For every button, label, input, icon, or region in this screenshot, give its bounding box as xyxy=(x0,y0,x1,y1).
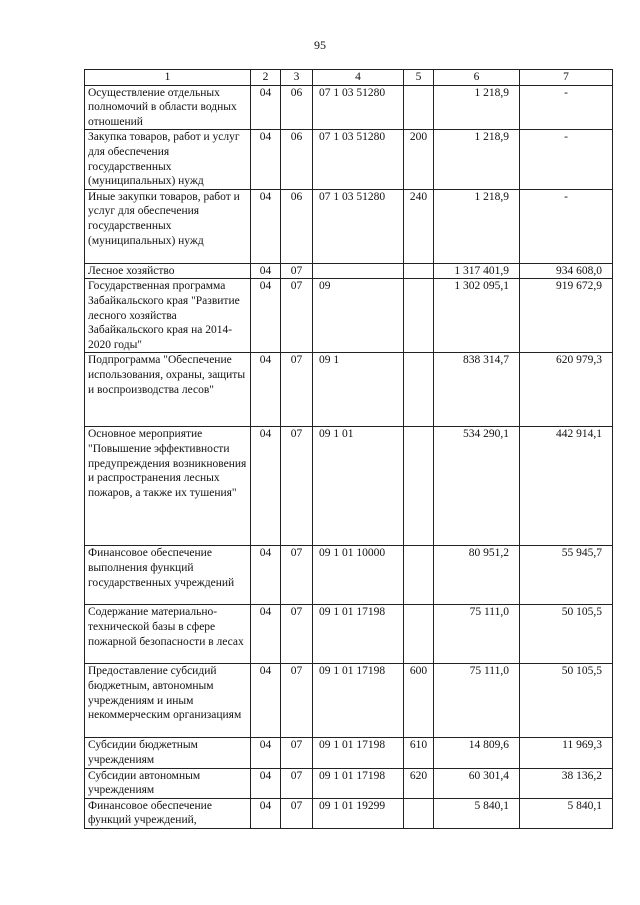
row-target-code: 09 1 01 17198 xyxy=(313,738,404,768)
table-row xyxy=(85,427,613,546)
row-amount-1: 60 301,4 xyxy=(434,768,520,798)
table-row xyxy=(85,130,613,189)
row-amount-1: 75 111,0 xyxy=(434,664,520,738)
header-col-7: 7 xyxy=(520,70,613,86)
row-section: 04 xyxy=(251,353,281,427)
table-row xyxy=(85,546,613,605)
row-subsection: 07 xyxy=(281,798,313,828)
row-name: Подпрограмма "Обеспечение использования, охраны, защиты и воспроизводства лесов" xyxy=(85,353,251,427)
row-target-code: 07 1 03 51280 xyxy=(313,85,404,130)
row-name: Основное мероприятие "Повышение эффективности предупреждения возникновения и распространения лесных пожаров, а также их тушения" xyxy=(85,427,251,546)
row-section: 04 xyxy=(251,130,281,189)
row-expense-type: 610 xyxy=(404,738,434,768)
table-row xyxy=(85,189,613,263)
row-target-code: 09 1 01 17198 xyxy=(313,605,404,664)
table-row xyxy=(85,263,613,279)
header-col-6: 6 xyxy=(434,70,520,86)
row-amount-2: 919 672,9 xyxy=(520,279,613,353)
header-col-2: 2 xyxy=(251,70,281,86)
row-amount-2: 620 979,3 xyxy=(520,353,613,427)
row-subsection: 06 xyxy=(281,189,313,263)
row-name: Лесное хозяйство xyxy=(85,263,251,279)
row-subsection: 07 xyxy=(281,768,313,798)
row-target-code: 07 1 03 51280 xyxy=(313,130,404,189)
header-col-5: 5 xyxy=(404,70,434,86)
header-col-3: 3 xyxy=(281,70,313,86)
page-number: 95 xyxy=(314,38,326,52)
row-amount-1: 534 290,1 xyxy=(434,427,520,546)
row-target-code: 09 1 xyxy=(313,353,404,427)
row-amount-1: 1 218,9 xyxy=(434,189,520,263)
row-expense-type xyxy=(404,263,434,279)
row-name: Содержание материально-технической базы в сфере пожарной безопасности в лесах xyxy=(85,605,251,664)
row-amount-2: 50 105,5 xyxy=(520,664,613,738)
row-subsection: 07 xyxy=(281,664,313,738)
row-amount-1: 838 314,7 xyxy=(434,353,520,427)
row-section: 04 xyxy=(251,798,281,828)
row-target-code: 09 1 01 xyxy=(313,427,404,546)
row-section: 04 xyxy=(251,768,281,798)
row-target-code: 09 xyxy=(313,279,404,353)
row-section: 04 xyxy=(251,738,281,768)
row-section: 04 xyxy=(251,605,281,664)
row-expense-type xyxy=(404,279,434,353)
table-row xyxy=(85,738,613,768)
row-section: 04 xyxy=(251,263,281,279)
row-name: Закупка товаров, работ и услуг для обеспечения государственных (муниципальных) нужд xyxy=(85,130,251,189)
row-section: 04 xyxy=(251,279,281,353)
header-col-4: 4 xyxy=(313,70,404,86)
row-name: Государственная программа Забайкальского края "Развитие лесного хозяйства Забайкальского края на 2014-2020 годы" xyxy=(85,279,251,353)
row-name: Предоставление субсидий бюджетным, автономным учреждениям и иным некоммерческим организациям xyxy=(85,664,251,738)
row-section: 04 xyxy=(251,85,281,130)
table-row xyxy=(85,605,613,664)
row-expense-type xyxy=(404,798,434,828)
table-body xyxy=(85,85,613,828)
row-amount-1: 80 951,2 xyxy=(434,546,520,605)
row-amount-2: 38 136,2 xyxy=(520,768,613,798)
row-amount-2: 442 914,1 xyxy=(520,427,613,546)
row-amount-2: 50 105,5 xyxy=(520,605,613,664)
table-row xyxy=(85,798,613,828)
header-col-1: 1 xyxy=(85,70,251,86)
row-amount-2: 934 608,0 xyxy=(520,263,613,279)
row-target-code: 07 1 03 51280 xyxy=(313,189,404,263)
row-expense-type xyxy=(404,605,434,664)
row-amount-1: 14 809,6 xyxy=(434,738,520,768)
row-amount-2: - xyxy=(520,189,613,263)
table-row xyxy=(85,353,613,427)
row-subsection: 07 xyxy=(281,353,313,427)
row-section: 04 xyxy=(251,189,281,263)
table-row xyxy=(85,85,613,130)
row-expense-type xyxy=(404,427,434,546)
row-expense-type: 600 xyxy=(404,664,434,738)
row-expense-type xyxy=(404,353,434,427)
row-expense-type: 240 xyxy=(404,189,434,263)
row-amount-2: - xyxy=(520,130,613,189)
table-header xyxy=(85,70,613,86)
row-amount-2: 55 945,7 xyxy=(520,546,613,605)
row-name: Финансовое обеспечение функций учреждений, xyxy=(85,798,251,828)
row-amount-1: 1 302 095,1 xyxy=(434,279,520,353)
row-amount-2: 11 969,3 xyxy=(520,738,613,768)
row-target-code: 09 1 01 10000 xyxy=(313,546,404,605)
row-subsection: 07 xyxy=(281,279,313,353)
row-target-code: 09 1 01 17198 xyxy=(313,768,404,798)
row-name: Субсидии бюджетным учреждениям xyxy=(85,738,251,768)
row-section: 04 xyxy=(251,664,281,738)
row-amount-1: 1 218,9 xyxy=(434,85,520,130)
row-amount-1: 1 218,9 xyxy=(434,130,520,189)
row-target-code: 09 1 01 17198 xyxy=(313,664,404,738)
row-subsection: 07 xyxy=(281,546,313,605)
row-amount-2: 5 840,1 xyxy=(520,798,613,828)
row-subsection: 07 xyxy=(281,605,313,664)
row-section: 04 xyxy=(251,427,281,546)
table-row xyxy=(85,768,613,798)
row-name: Субсидии автономным учреждениям xyxy=(85,768,251,798)
header-row xyxy=(85,70,613,86)
row-amount-1: 1 317 401,9 xyxy=(434,263,520,279)
row-subsection: 07 xyxy=(281,263,313,279)
row-subsection: 07 xyxy=(281,427,313,546)
row-expense-type: 200 xyxy=(404,130,434,189)
row-subsection: 06 xyxy=(281,130,313,189)
row-subsection: 07 xyxy=(281,738,313,768)
row-name: Иные закупки товаров, работ и услуг для обеспечения государственных (муниципальных) нужд xyxy=(85,189,251,263)
row-name: Финансовое обеспечение выполнения функций государственных учреждений xyxy=(85,546,251,605)
row-subsection: 06 xyxy=(281,85,313,130)
row-amount-2: - xyxy=(520,85,613,130)
row-expense-type xyxy=(404,546,434,605)
row-target-code xyxy=(313,263,404,279)
row-section: 04 xyxy=(251,546,281,605)
row-expense-type: 620 xyxy=(404,768,434,798)
row-expense-type xyxy=(404,85,434,130)
row-target-code: 09 1 01 19299 xyxy=(313,798,404,828)
table-row xyxy=(85,279,613,353)
budget-table xyxy=(84,69,613,829)
table-row xyxy=(85,664,613,738)
row-amount-1: 5 840,1 xyxy=(434,798,520,828)
row-amount-1: 75 111,0 xyxy=(434,605,520,664)
row-name: Осуществление отдельных полномочий в области водных отношений xyxy=(85,85,251,130)
